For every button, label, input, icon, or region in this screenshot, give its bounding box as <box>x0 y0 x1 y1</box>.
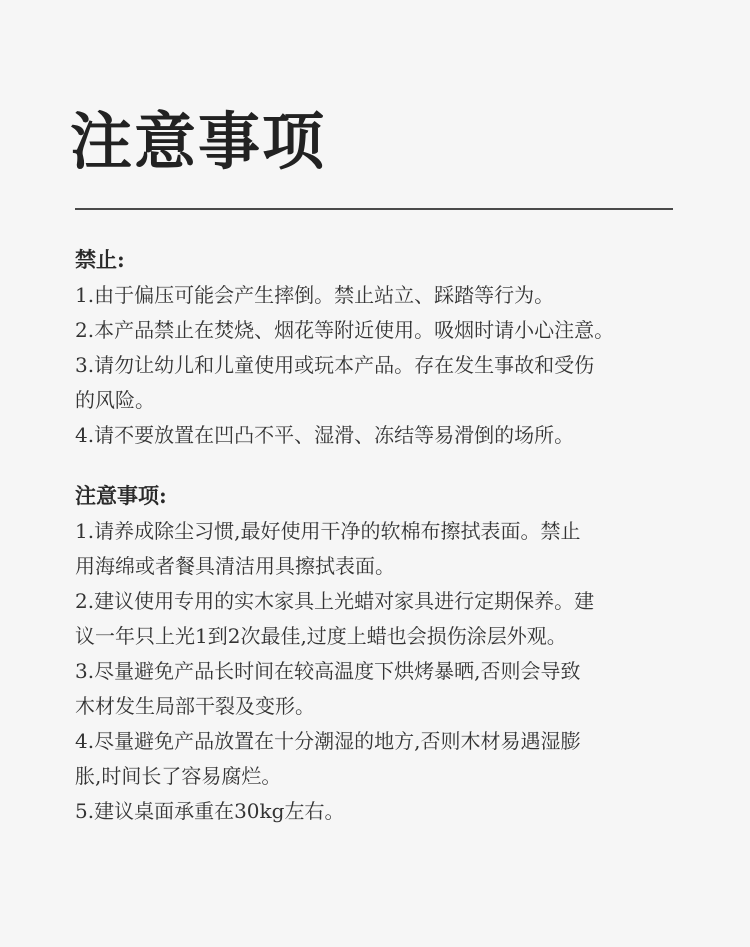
item-text: 4.请不要放置在凹凸不平、湿滑、冻结等易滑倒的场所。 <box>75 423 575 447</box>
item-text: 5.建议桌面承重在30kg左右。 <box>75 799 345 823</box>
item-text: 3.尽量避免产品长时间在较高温度下烘烤暴晒,否则会导致 <box>75 659 581 683</box>
list-item <box>75 313 675 348</box>
item-text: 2.本产品禁止在焚烧、烟花等附近使用。吸烟时请小心注意。 <box>75 318 615 342</box>
section-prohibitions <box>75 242 675 453</box>
item-text: 3.请勿让幼儿和儿童使用或玩本产品。存在发生事故和受伤 <box>75 353 595 377</box>
section-heading: 注意事项: <box>75 483 167 508</box>
page-title: 注意事项 <box>70 105 327 178</box>
section-precautions <box>75 478 675 829</box>
list-item <box>75 794 675 829</box>
list-item <box>75 348 675 418</box>
list-item <box>75 654 675 724</box>
item-text: 4.尽量避免产品放置在十分潮湿的地方,否则木材易遇湿膨 <box>75 729 581 753</box>
item-text: 用海绵或者餐具清洁用具擦拭表面。 <box>75 554 395 578</box>
list-item <box>75 418 675 453</box>
item-text: 2.建议使用专用的实木家具上光蜡对家具进行定期保养。建 <box>75 589 595 613</box>
item-text: 木材发生局部干裂及变形。 <box>75 694 315 718</box>
item-text: 胀,时间长了容易腐烂。 <box>75 764 282 788</box>
divider <box>75 208 673 210</box>
item-text: 议一年只上光1到2次最佳,过度上蜡也会损伤涂层外观。 <box>75 624 567 648</box>
list-item <box>75 514 675 584</box>
list-item <box>75 584 675 654</box>
item-text: 1.由于偏压可能会产生摔倒。禁止站立、踩踏等行为。 <box>75 283 555 307</box>
list-item <box>75 278 675 313</box>
section-heading: 禁止: <box>75 247 125 272</box>
list-item <box>75 724 675 794</box>
item-text: 1.请养成除尘习惯,最好使用干净的软棉布擦拭表面。禁止 <box>75 519 581 543</box>
item-text: 的风险。 <box>75 388 155 412</box>
